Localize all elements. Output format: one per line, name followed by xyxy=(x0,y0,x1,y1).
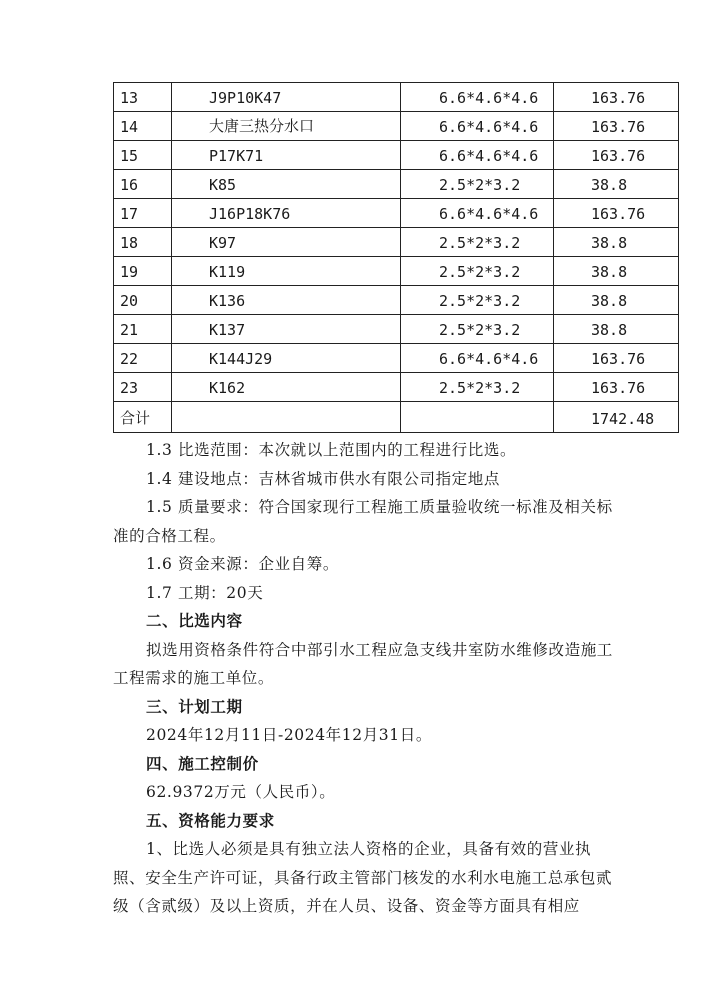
well-name: K119 xyxy=(172,257,401,286)
clause-1-4: 1.4 建设地点：吉林省城市供水有限公司指定地点 xyxy=(146,469,500,488)
row-number: 18 xyxy=(114,228,172,257)
section-heading-3: 三、计划工期 xyxy=(146,696,243,716)
table-row xyxy=(114,344,679,373)
row-number: 19 xyxy=(114,257,172,286)
section-heading-5: 五、资格能力要求 xyxy=(146,810,275,830)
section-2-text: 拟选用资格条件符合中部引水工程应急支线井室防水维修改造施工工程需求的施工单位。 xyxy=(113,640,613,687)
row-number: 14 xyxy=(114,112,172,141)
section-5-text: 1、比选人必须是具有独立法人资格的企业，具备有效的营业执照、安全生产许可证，具备行政主管部门核发的水利水电施工总承包贰级（含贰级）及以上资质，并在人员、设备、资金等方面具有相应 xyxy=(113,840,613,915)
table-row xyxy=(114,170,679,199)
table-row xyxy=(114,373,679,402)
well-volume: 163.76 xyxy=(554,112,679,141)
table-total-row xyxy=(114,402,679,433)
clause-1-7: 1.7 工期：20天 xyxy=(146,583,264,602)
well-volume: 38.8 xyxy=(554,286,679,315)
total-empty-cell xyxy=(172,402,401,433)
well-dimensions: 6.6*4.6*4.6 xyxy=(401,112,554,141)
table-row xyxy=(114,112,679,141)
clause-1-6: 1.6 资金来源：企业自筹。 xyxy=(146,555,339,573)
well-volume-table xyxy=(113,82,679,433)
clause-1-5: 1.5 质量要求：符合国家现行工程施工质量验收统一标准及相关标准的合格工程。 xyxy=(113,498,613,545)
row-number: 13 xyxy=(114,83,172,112)
table-row xyxy=(114,315,679,344)
well-volume: 163.76 xyxy=(554,373,679,402)
table-row xyxy=(114,199,679,228)
well-name: J9P10K47 xyxy=(172,83,401,112)
section-heading-2: 二、比选内容 xyxy=(146,611,243,630)
well-volume: 38.8 xyxy=(554,170,679,199)
row-number: 16 xyxy=(114,170,172,199)
well-volume: 163.76 xyxy=(554,344,679,373)
well-name: J16P18K76 xyxy=(172,199,401,228)
row-number: 15 xyxy=(114,141,172,170)
section-3-text: 2024年12月11日-2024年12月31日。 xyxy=(146,726,432,744)
total-empty-cell xyxy=(401,402,554,433)
row-number: 21 xyxy=(114,315,172,344)
well-name: 大唐三热分水口 xyxy=(172,112,401,141)
section-4-text: 62.9372万元（人民币）。 xyxy=(146,783,336,801)
document-body xyxy=(113,436,623,921)
row-number: 22 xyxy=(114,344,172,373)
well-dimensions: 2.5*2*3.2 xyxy=(401,257,554,286)
well-name: P17K71 xyxy=(172,141,401,170)
well-volume: 163.76 xyxy=(554,199,679,228)
total-value: 1742.48 xyxy=(554,402,679,433)
row-number: 23 xyxy=(114,373,172,402)
well-volume: 38.8 xyxy=(554,228,679,257)
well-name: K97 xyxy=(172,228,401,257)
well-dimensions: 6.6*4.6*4.6 xyxy=(401,83,554,112)
clause-1-3: 1.3 比选范围：本次就以上范围内的工程进行比选。 xyxy=(146,441,517,459)
well-volume: 38.8 xyxy=(554,257,679,286)
row-number: 17 xyxy=(114,199,172,228)
well-dimensions: 6.6*4.6*4.6 xyxy=(401,199,554,228)
well-name: K144J29 xyxy=(172,344,401,373)
table-row xyxy=(114,228,679,257)
table-row xyxy=(114,83,679,112)
table-row xyxy=(114,286,679,315)
well-name: K136 xyxy=(172,286,401,315)
well-dimensions: 2.5*2*3.2 xyxy=(401,286,554,315)
total-label: 合计 xyxy=(114,402,172,433)
well-dimensions: 6.6*4.6*4.6 xyxy=(401,141,554,170)
well-name: K85 xyxy=(172,170,401,199)
well-name: K137 xyxy=(172,315,401,344)
well-volume: 163.76 xyxy=(554,141,679,170)
well-dimensions: 6.6*4.6*4.6 xyxy=(401,344,554,373)
well-dimensions: 2.5*2*3.2 xyxy=(401,315,554,344)
well-volume: 38.8 xyxy=(554,315,679,344)
table-row xyxy=(114,257,679,286)
well-dimensions: 2.5*2*3.2 xyxy=(401,228,554,257)
well-dimensions: 2.5*2*3.2 xyxy=(401,170,554,199)
well-dimensions: 2.5*2*3.2 xyxy=(401,373,554,402)
well-volume: 163.76 xyxy=(554,83,679,112)
table-row xyxy=(114,141,679,170)
well-name: K162 xyxy=(172,373,401,402)
section-heading-4: 四、施工控制价 xyxy=(146,753,259,773)
row-number: 20 xyxy=(114,286,172,315)
